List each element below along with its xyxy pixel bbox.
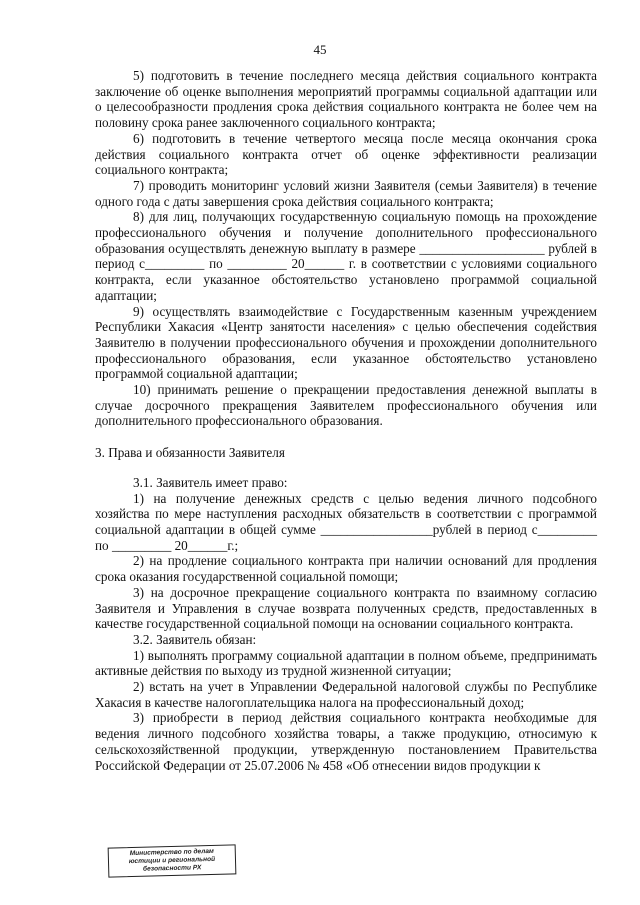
section-heading: 3. Права и обязанности Заявителя [95,445,285,461]
right-item-2: 2) на продление социального контракта при наличии оснований для продления срока оказания государственной социальной помощи; [95,553,597,585]
duty-item-2: 2) встать на учет в Управлении Федеральной налоговой службы по Республике Хакасия в качестве налогоплательщика налога на профессиональный доход; [95,679,597,710]
rights-heading: 3.1. Заявитель имеет право: [133,474,288,490]
duty-item-1: 1) выполнять программу социальной адаптации в полном объеме, предпринимать активные действия по выходу из трудной жизненной ситуации; [95,647,597,679]
right-item-3: 3) на досрочное прекращение социального контракта по взаимному согласию Заявителя и Управления в случае возврата полученных средств, предоставленных в качестве государственной социальной помощи на основании социального контракта. [95,584,597,632]
page-number: 45 [313,42,327,57]
paragraph-item-8: 8) для лиц, получающих государственную социальную помощь на прохождение профессионального обучения и получение дополнительного профессионального образования осуществлять денежную выплату в размере ___________________ рублей в период с_________ по _________ 20______ г. в соответствии с условиями социального контракта, если указанное обстоятельство установлено программой социальной адаптации; [95,209,597,303]
stamp-line-3: безопасности РХ [142,864,202,873]
paragraph-item-5: 5) подготовить в течение последнего месяца действия социального контракта заключение об оценке выполнения мероприятий программы социальной адаптации или о целесообразности продления срока действия социального контракта не более чем на половину срока ранее заключенного социального контракта; [95,68,597,131]
paragraph-item-9: 9) осуществлять взаимодействие с Государственным казенным учреждением Республики Хакасия «Центр занятости населения» с целью обеспечения содействия Заявителю в получении профессионального обучения и прохождении дополнительного профессионального образования, если указанное обстоятельство установлено программой социальной адаптации; [95,303,597,382]
paragraph-item-10: 10) принимать решение о прекращении предоставления денежной выплаты в случае досрочного прекращения Заявителем профессионального обучения или дополнительного профессионального образования. [95,382,597,429]
duties-heading: 3.2. Заявитель обязан: [133,631,257,647]
right-item-1: 1) на получение денежных средств с целью ведения личного подсобного хозяйства по мере наступления расходных обязательств в соответствии с программой социальной адаптации в общей сумме _________________рублей в период с_________ по _________ 20______г.; [95,490,597,553]
document-body [95,68,597,773]
stamp-line-2: юстиции и региональной [128,855,216,866]
paragraph-item-7: 7) проводить мониторинг условий жизни Заявителя (семьи Заявителя) в течение одного года с даты завершения срока действия социального контракта; [95,177,597,209]
stamp-line-1: Министерство по делам [129,847,214,858]
duty-item-3: 3) приобрести в период действия социального контракта необходимые для ведения личного подсобного хозяйства товары, а также продукцию, относимую к сельскохозяйственной продукции, утвержденную постановлением Правительства Российской Федерации от 25.07.2006 № 458 «Об отнесении видов продукции к [95,710,597,773]
paragraph-item-6: 6) подготовить в течение четвертого месяца после месяца окончания срока действия социального контракта отчет об оценке эффективности реализации социального контракта; [95,130,597,178]
registration-stamp [108,844,237,877]
